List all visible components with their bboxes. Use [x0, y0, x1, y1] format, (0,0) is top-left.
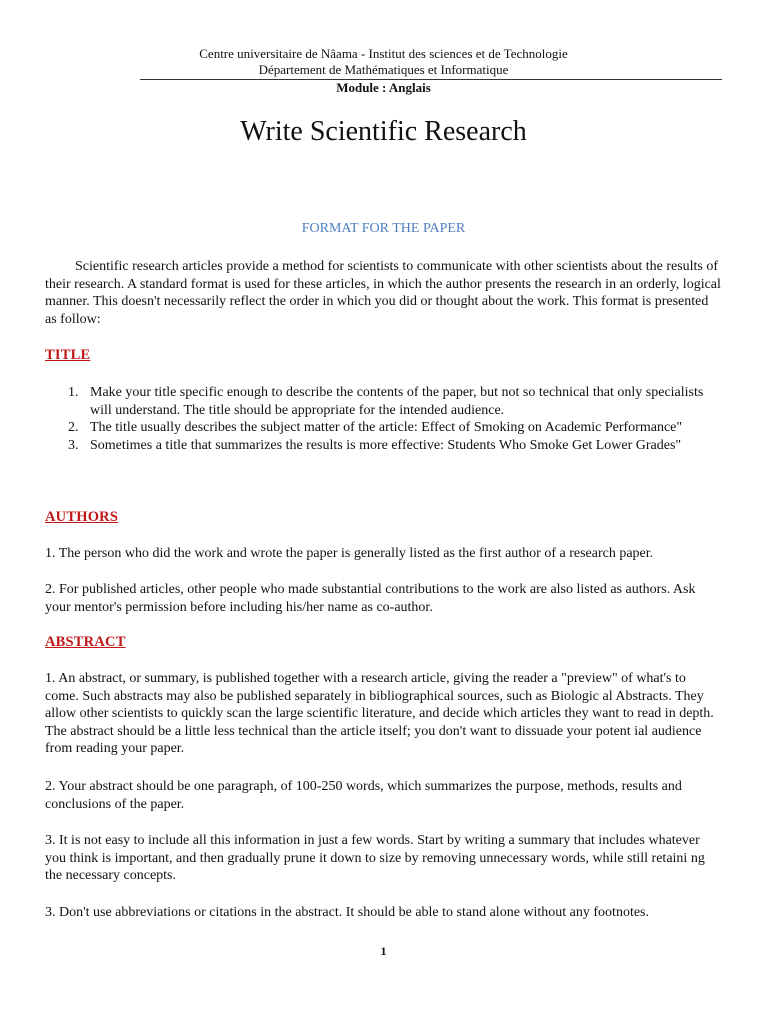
section-heading-authors: AUTHORS: [45, 509, 119, 525]
abstract-paragraph-4: 3. Don't use abbreviations or citations in the abstract. It should be able to stand alone without any footnotes.: [45, 905, 650, 920]
list-item-text: Make your title specific enough to describe the contents of the paper, but not so technical that only specialists will understand. The title should be appropriate for the intended audience.: [90, 385, 704, 418]
authors-paragraph-2: 2. For published articles, other people who made substantial contributions to the work are also listed as authors. Ask your mentor's permission before including his/her name as co-author.: [45, 582, 696, 615]
header-module: Module : Anglais: [336, 80, 431, 95]
list-item: [45, 384, 722, 419]
authors-paragraph-1: 1. The person who did the work and wrote the paper is generally listed as the first author of a research paper.: [45, 546, 654, 561]
abstract-paragraph-2: 2. Your abstract should be one paragraph, of 100-250 words, which summarizes the purpose, methods, results and conclusions of the paper.: [45, 779, 682, 812]
list-item: [45, 437, 722, 455]
abstract-paragraph-3: 3. It is not easy to include all this information in just a few words. Start by writing a summary that includes whatever you think is important, and then gradually prune it down to size by removing unnecessary words, while still retaini ng the necessary concepts.: [45, 833, 705, 883]
list-item-text: The title usually describes the subject matter of the article: Effect of Smoking on Academic Performance": [90, 420, 683, 435]
format-heading: FORMAT FOR THE PAPER: [301, 221, 466, 236]
header-department: Département de Mathématiques et Informatique: [258, 62, 509, 77]
title-list: [45, 384, 722, 454]
list-item-number: 2.: [68, 420, 79, 435]
abstract-paragraph-1: 1. An abstract, or summary, is published together with a research article, giving the reader a "preview" of what's to come. Such abstracts may also be published separately in bibliographical sources, such as Biologic al Abstracts. They allow other scientists to quickly scan the large scientific literature, and decide which articles they want to read in depth. The abstract should be a little less technical than the article itself; you don't want to dissuade your potent ial audience from reading your paper.: [45, 671, 714, 756]
document-title: Write Scientific Research: [240, 116, 527, 147]
header-institution: Centre universitaire de Nâama - Institut des sciences et de Technologie: [199, 46, 568, 61]
section-heading-title: TITLE: [45, 347, 91, 363]
section-heading-abstract: ABSTRACT: [45, 634, 126, 650]
list-item-number: 3.: [68, 437, 79, 453]
intro-paragraph: Scientific research articles provide a method for scientists to communicate with other scientists about the results of their research. A standard format is used for these articles, in which the author presents the research in an orderly, logical manner. This doesn't necessarily reflect the order in which you did or thought about the work. This format is presented as follow:: [45, 259, 721, 327]
list-item-number: 1.: [68, 385, 79, 400]
list-item-text: Sometimes a title that summarizes the results is more effective: Students Who Smoke Get Lower Grades": [90, 437, 682, 453]
list-item: [45, 419, 722, 437]
page-number: 1: [380, 944, 387, 958]
